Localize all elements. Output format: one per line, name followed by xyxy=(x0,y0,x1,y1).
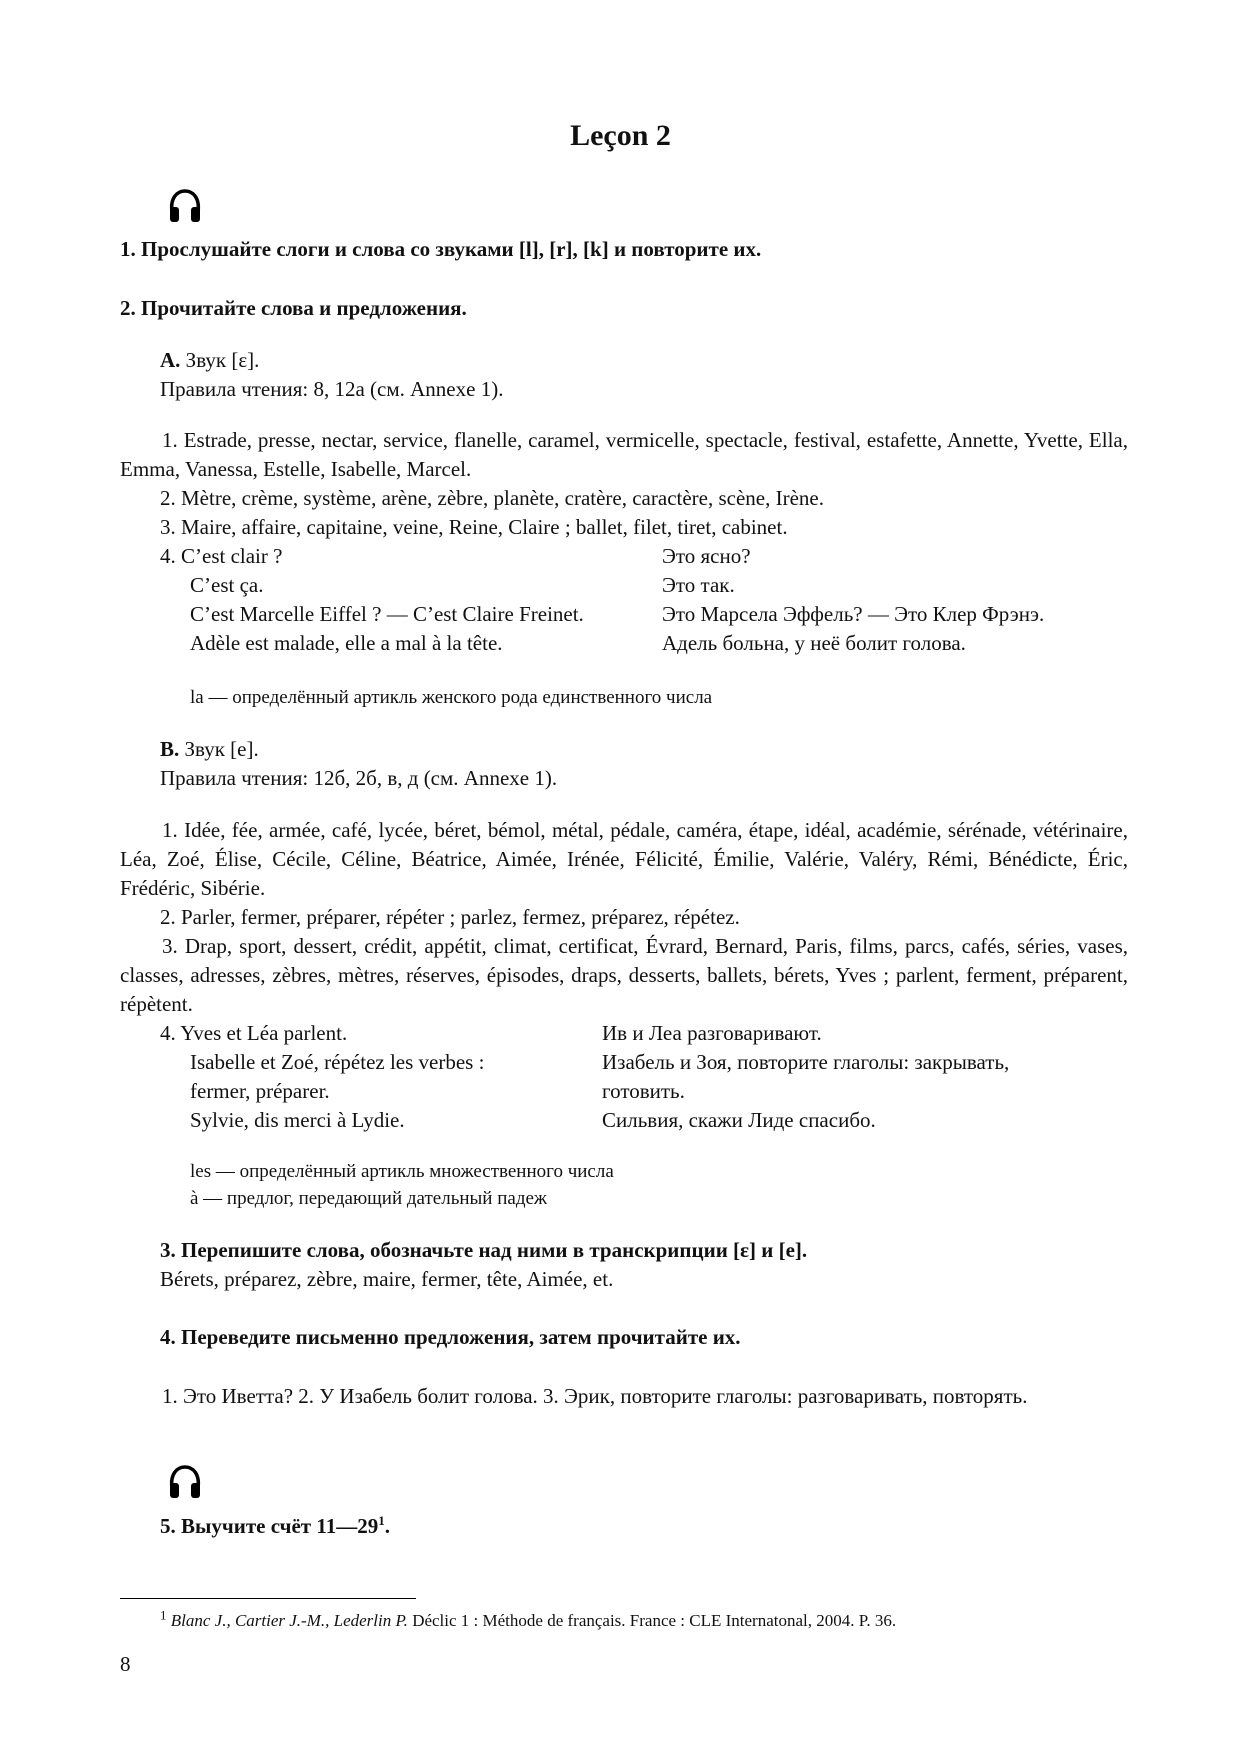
part-a-note: la — определённый артикль женского рода единственного числа xyxy=(190,687,713,708)
footnote-ref: 1 xyxy=(378,1513,385,1528)
part-b-ru-2: Изабель и Зоя, повторите глаголы: закрывать, xyxy=(602,1050,1010,1074)
footnote-source: Déclic 1 : Méthode de français. France : CLE Internatonal, 2004. P. 36. xyxy=(407,1611,897,1630)
exercise-5-title: 5. Выучите счёт $11—29^1$. xyxy=(160,1513,390,1538)
part-a-sound: Звук [ɛ]. xyxy=(185,348,260,372)
footnote xyxy=(160,1607,1128,1632)
exercise-3-title: 3. Перепишите слова, обозначьте над ними в транскрипции [ɛ] и [e]. xyxy=(160,1238,808,1262)
part-a-fr-1: 4. C’est clair ? xyxy=(160,544,283,568)
headphones-icon xyxy=(168,188,202,224)
part-a-paragraph-1: 1. Estrade, presse, nectar, service, flanelle, caramel, vermicelle, spectacle, festival, estafette, Annette, Yvette, Ella, Emma, Vanessa, Estelle, Isabelle, Marcel. xyxy=(120,428,1128,481)
part-a-ru-4: Адель больна, у неё болит голова. xyxy=(662,631,966,655)
part-a-fr-3: C’est Marcelle Eiffel ? — C’est Claire Freinet. xyxy=(190,602,584,626)
part-b-sound: Звук [e]. xyxy=(184,737,259,761)
part-a-fr-2: C’est ça. xyxy=(190,573,264,597)
exercise-4-title: 4. Переведите письменно предложения, затем прочитайте их. xyxy=(160,1325,741,1349)
part-b-ru-4: Сильвия, скажи Лиде спасибо. xyxy=(602,1108,876,1132)
part-b-paragraph-1: 1. Idée, fée, armée, café, lycée, béret, bémol, métal, pédale, caméra, étape, idéal, académie, sérénade, vétérinaire, Léa, Zoé, Élise, Cécile, Céline, Béatrice, Aimée, Irénée, Félicité, Émilie, Valérie, Valéry, Rémi, Bénédicte, Éric, Frédéric, Sibérie. xyxy=(120,818,1128,900)
exercise-4-body: 1. Это Иветта? 2. У Изабель болит голова. 3. Эрик, повторите глаголы: разговаривать, повторять. xyxy=(162,1384,1028,1408)
part-b-paragraph-3: 3. Drap, sport, dessert, crédit, appétit, climat, certificat, Évrard, Bernard, Paris, films, parcs, cafés, séries, vases, classes, adresses, zèbres, mètres, réserves, épisodes, draps, desserts, ballets, bérets, Yves ; parlent, ferment, préparent, répètent. xyxy=(120,934,1128,1016)
part-b-fr-2: Isabelle et Zoé, répétez les verbes : xyxy=(190,1050,485,1074)
page-number: 8 xyxy=(120,1652,131,1676)
footnote-authors: Blanc J., Cartier J.-M., Lederlin P. xyxy=(170,1611,408,1630)
part-b-note-2: à — предлог, передающий дательный падеж xyxy=(190,1188,548,1209)
part-b-note-1: les — определённый артикль множественного числа xyxy=(190,1161,614,1182)
footnote-divider xyxy=(120,1598,416,1599)
page-title: Leçon 2 xyxy=(570,119,671,152)
exercise-1-title: 1. Прослушайте слоги и слова со звуками [l], [r], [k] и повторите их. xyxy=(120,237,762,261)
exercise-2-title: 2. Прочитайте слова и предложения. xyxy=(120,296,467,320)
part-b-ru-1: Ив и Леа разговаривают. xyxy=(602,1021,822,1045)
part-a-paragraph-3: 3. Maire, affaire, capitaine, veine, Reine, Claire ; ballet, filet, tiret, cabinet. xyxy=(160,515,788,539)
part-a-fr-4: Adèle est malade, elle a mal à la tête. xyxy=(190,631,503,655)
part-b-paragraph-2: 2. Parler, fermer, préparer, répéter ; parlez, fermez, préparez, répétez. xyxy=(160,905,740,929)
part-b-ru-3: готовить. xyxy=(602,1079,685,1103)
part-b-rules: Правила чтения: 12б, 2б, в, д (см. Annexe 1). xyxy=(160,766,558,790)
part-b-fr-1: 4. Yves et Léa parlent. xyxy=(160,1021,348,1045)
part-a-ru-1: Это ясно? xyxy=(662,544,751,568)
part-a-paragraph-2: 2. Mètre, crème, système, arène, zèbre, planète, cratère, caractère, scène, Irène. xyxy=(160,486,824,510)
part-a-rules: Правила чтения: 8, 12а (см. Annexe 1). xyxy=(160,377,504,401)
exercise-3-words: Bérets, préparez, zèbre, maire, fermer, tête, Aimée, et. xyxy=(160,1267,614,1291)
footnote-mark: 1 xyxy=(160,1607,167,1623)
part-a-header xyxy=(160,346,1168,375)
headphones-icon xyxy=(168,1464,202,1500)
part-a-label: A. xyxy=(160,348,181,372)
part-a-ru-3: Это Марсела Эффель? — Это Клер Фрэнэ. xyxy=(662,602,1045,626)
part-b-fr-4: Sylvie, dis merci à Lydie. xyxy=(190,1108,405,1132)
part-b-header xyxy=(160,735,1168,764)
part-b-fr-3: fermer, préparer. xyxy=(190,1079,330,1103)
part-b-label: B. xyxy=(160,737,180,761)
part-a-ru-2: Это так. xyxy=(662,573,735,597)
